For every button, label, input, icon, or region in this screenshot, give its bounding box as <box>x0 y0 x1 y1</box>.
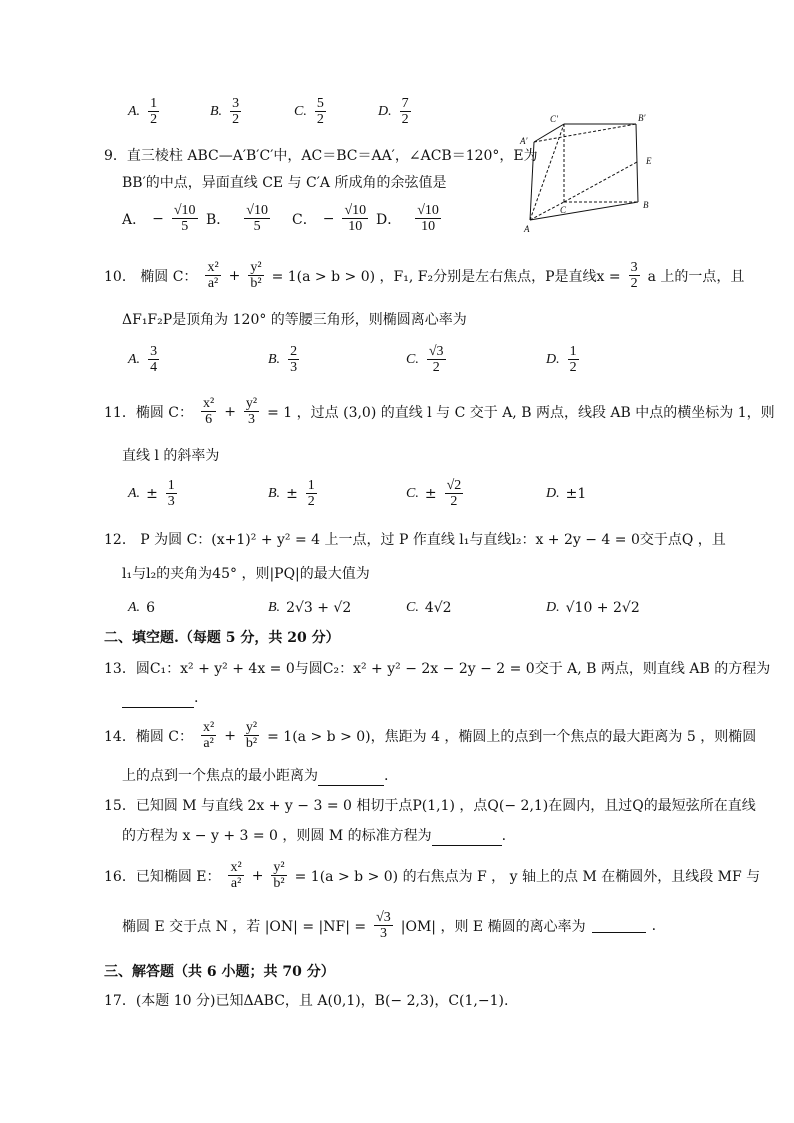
q11-option-b: B. ± $\frac{1}{2}$ <box>268 478 315 509</box>
q10-option-c: C. $\frac{√3}{2}$ <box>406 344 444 375</box>
q13-answer-blank[interactable] <box>122 693 194 708</box>
q12-option-b: B. 2√3 + √2 <box>268 600 352 616</box>
q15-stem-line1: 15．已知圆 M 与直线 2x + y − 3 = 0 相切于点P(1,1) ，点Q(− 2,1)在圆内，且过Q的最短弦所在直线 <box>104 798 756 814</box>
q9-option-b: B． $\frac{√10}{5}$ <box>206 203 268 234</box>
q12-option-d: D. √10 + 2√2 <box>546 600 640 616</box>
q12-option-c: C. 4√2 <box>406 600 452 616</box>
q11-option-a: A. ± $\frac{1}{3}$ <box>128 478 175 509</box>
q13-stem-line1: 13．圆C₁：x² + y² + 4x = 0与圆C₂：x² + y² − 2x − 2y − 2 = 0交于 A, B 两点，则直线 AB 的方程为 <box>104 661 771 677</box>
q13-answer-line: . <box>122 688 198 708</box>
q9-stem-line2: BB′的中点，异面直线 CE 与 C′A 所成角的余弦值是 <box>122 175 447 191</box>
q14-stem-line2: 上的点到一个焦点的最小距离为 . <box>122 768 389 784</box>
section-heading-solutions: 三、解答题（共 6 小题；共 70 分） <box>104 964 335 980</box>
q16-stem-line1: 16．已知椭圆 E： $\frac{\text{x²}}{\text{a²}}$ + $\frac{\text{y²}}{\text{b²}}$ = 1(a > b > 0) 的右焦点为 F ， y 轴上的点 M 在椭圆外，且线段 MF 与 <box>104 860 761 891</box>
q10-option-a: A. $\frac{3}{4}$ <box>128 344 158 375</box>
q10-stem-line1: 10． 椭圆 C： $\frac{\text{x²}}{\text{a²}}$ + $\frac{\text{y²}}{\text{b²}}$ = 1(a > b > 0) ，F₁, F₂分别是左右焦点，P是直线x = $\frac{3}{2}$ a 上的一点，且 <box>104 260 745 291</box>
q8-option-b: B. $\frac{3}{2}$ <box>210 96 240 127</box>
q9-stem-line1: 9．直三棱柱 ABC—A′B′C′中，AC＝BC＝AA′，∠ACB＝120°，E为 <box>104 148 538 164</box>
q9-option-c: C． − $\frac{√10}{10}$ <box>292 203 367 234</box>
q15-stem-line2: 的方程为 x − y + 3 = 0 ，则圆 M 的标准方程为 . <box>122 828 507 844</box>
q16-stem-line2: 椭圆 E 交于点 N ，若 |ON| = |NF| = $\frac{√3}{3}$ |OM| ，则 E 椭圆的离心率为 . <box>122 910 657 941</box>
q10-option-b: B. $\frac{2}{3}$ <box>268 344 298 375</box>
q8-option-d: D. $\frac{7}{2}$ <box>378 96 409 127</box>
label-ap: A′ <box>520 136 528 146</box>
q12-option-a: A. 6 <box>128 600 155 616</box>
segment-cp-a <box>530 124 564 220</box>
q14-stem-line1: 14．椭圆 C： $\frac{\text{x²}}{\text{a²}}$ + $\frac{\text{y²}}{\text{b²}}$ = 1(a > b > 0)，焦距为 4 ，椭圆上的点到一个焦点的最大距离为 5 ，则椭圆 <box>104 720 757 751</box>
segment-c-e <box>564 162 637 202</box>
edge-a-b <box>530 202 638 220</box>
q12-stem-line1: 12． P 为圆 C：(x+1)² + y² = 4 上一点，过 P 作直线 l₁与直线l₂：x + 2y − 4 = 0交于点Q ，且 <box>104 532 726 548</box>
q15-answer-blank[interactable] <box>432 831 502 846</box>
q17-stem: 17．(本题 10 分)已知ΔABC，且 A(0,1)，B(− 2,3)，C(1,−1). <box>104 993 509 1009</box>
edge-ap-a <box>530 142 534 220</box>
edge-bp-b <box>636 124 638 202</box>
q11-stem-line2: 直线 l 的斜率为 <box>122 448 220 464</box>
section-heading-fill-in: 二、填空题.（每题 5 分，共 20 分） <box>104 630 340 646</box>
label-cp: C′ <box>550 114 558 124</box>
q11-option-d: D. ±1 <box>546 486 587 502</box>
label-a: A <box>524 224 530 234</box>
q11-stem-line1: 11．椭圆 C： $\frac{\text{x²}}{6}$ + $\frac{\text{y²}}{3}$ = 1 ，过点 (3,0) 的直线 l 与 C 交于 A, B 两点，线段 AB 中点的横坐标为 1，则 <box>104 396 775 427</box>
q8-option-c: C. $\frac{5}{2}$ <box>294 96 324 127</box>
label-c: C <box>560 205 567 215</box>
label-b: B <box>643 200 649 210</box>
q10-stem-line2: ΔF₁F₂P是顶角为 120° 的等腰三角形，则椭圆离心率为 <box>122 312 467 328</box>
q14-answer-blank[interactable] <box>318 771 384 786</box>
q9-option-a: A． − $\frac{√10}{5}$ <box>122 203 196 234</box>
q9-option-d: D． $\frac{√10}{10}$ <box>376 203 439 234</box>
label-bp: B′ <box>638 113 646 123</box>
q10-option-d: D. $\frac{1}{2}$ <box>546 344 577 375</box>
q11-option-c: C. ± $\frac{√2}{2}$ <box>406 478 462 509</box>
q8-option-a: A. $\frac{1}{2}$ <box>128 96 158 127</box>
label-e: E <box>646 156 652 166</box>
prism-figure <box>514 110 664 235</box>
q12-stem-line2: l₁与l₂的夹角为45° ，则|PQ|的最大值为 <box>122 566 370 582</box>
q16-answer-blank[interactable] <box>592 918 646 933</box>
